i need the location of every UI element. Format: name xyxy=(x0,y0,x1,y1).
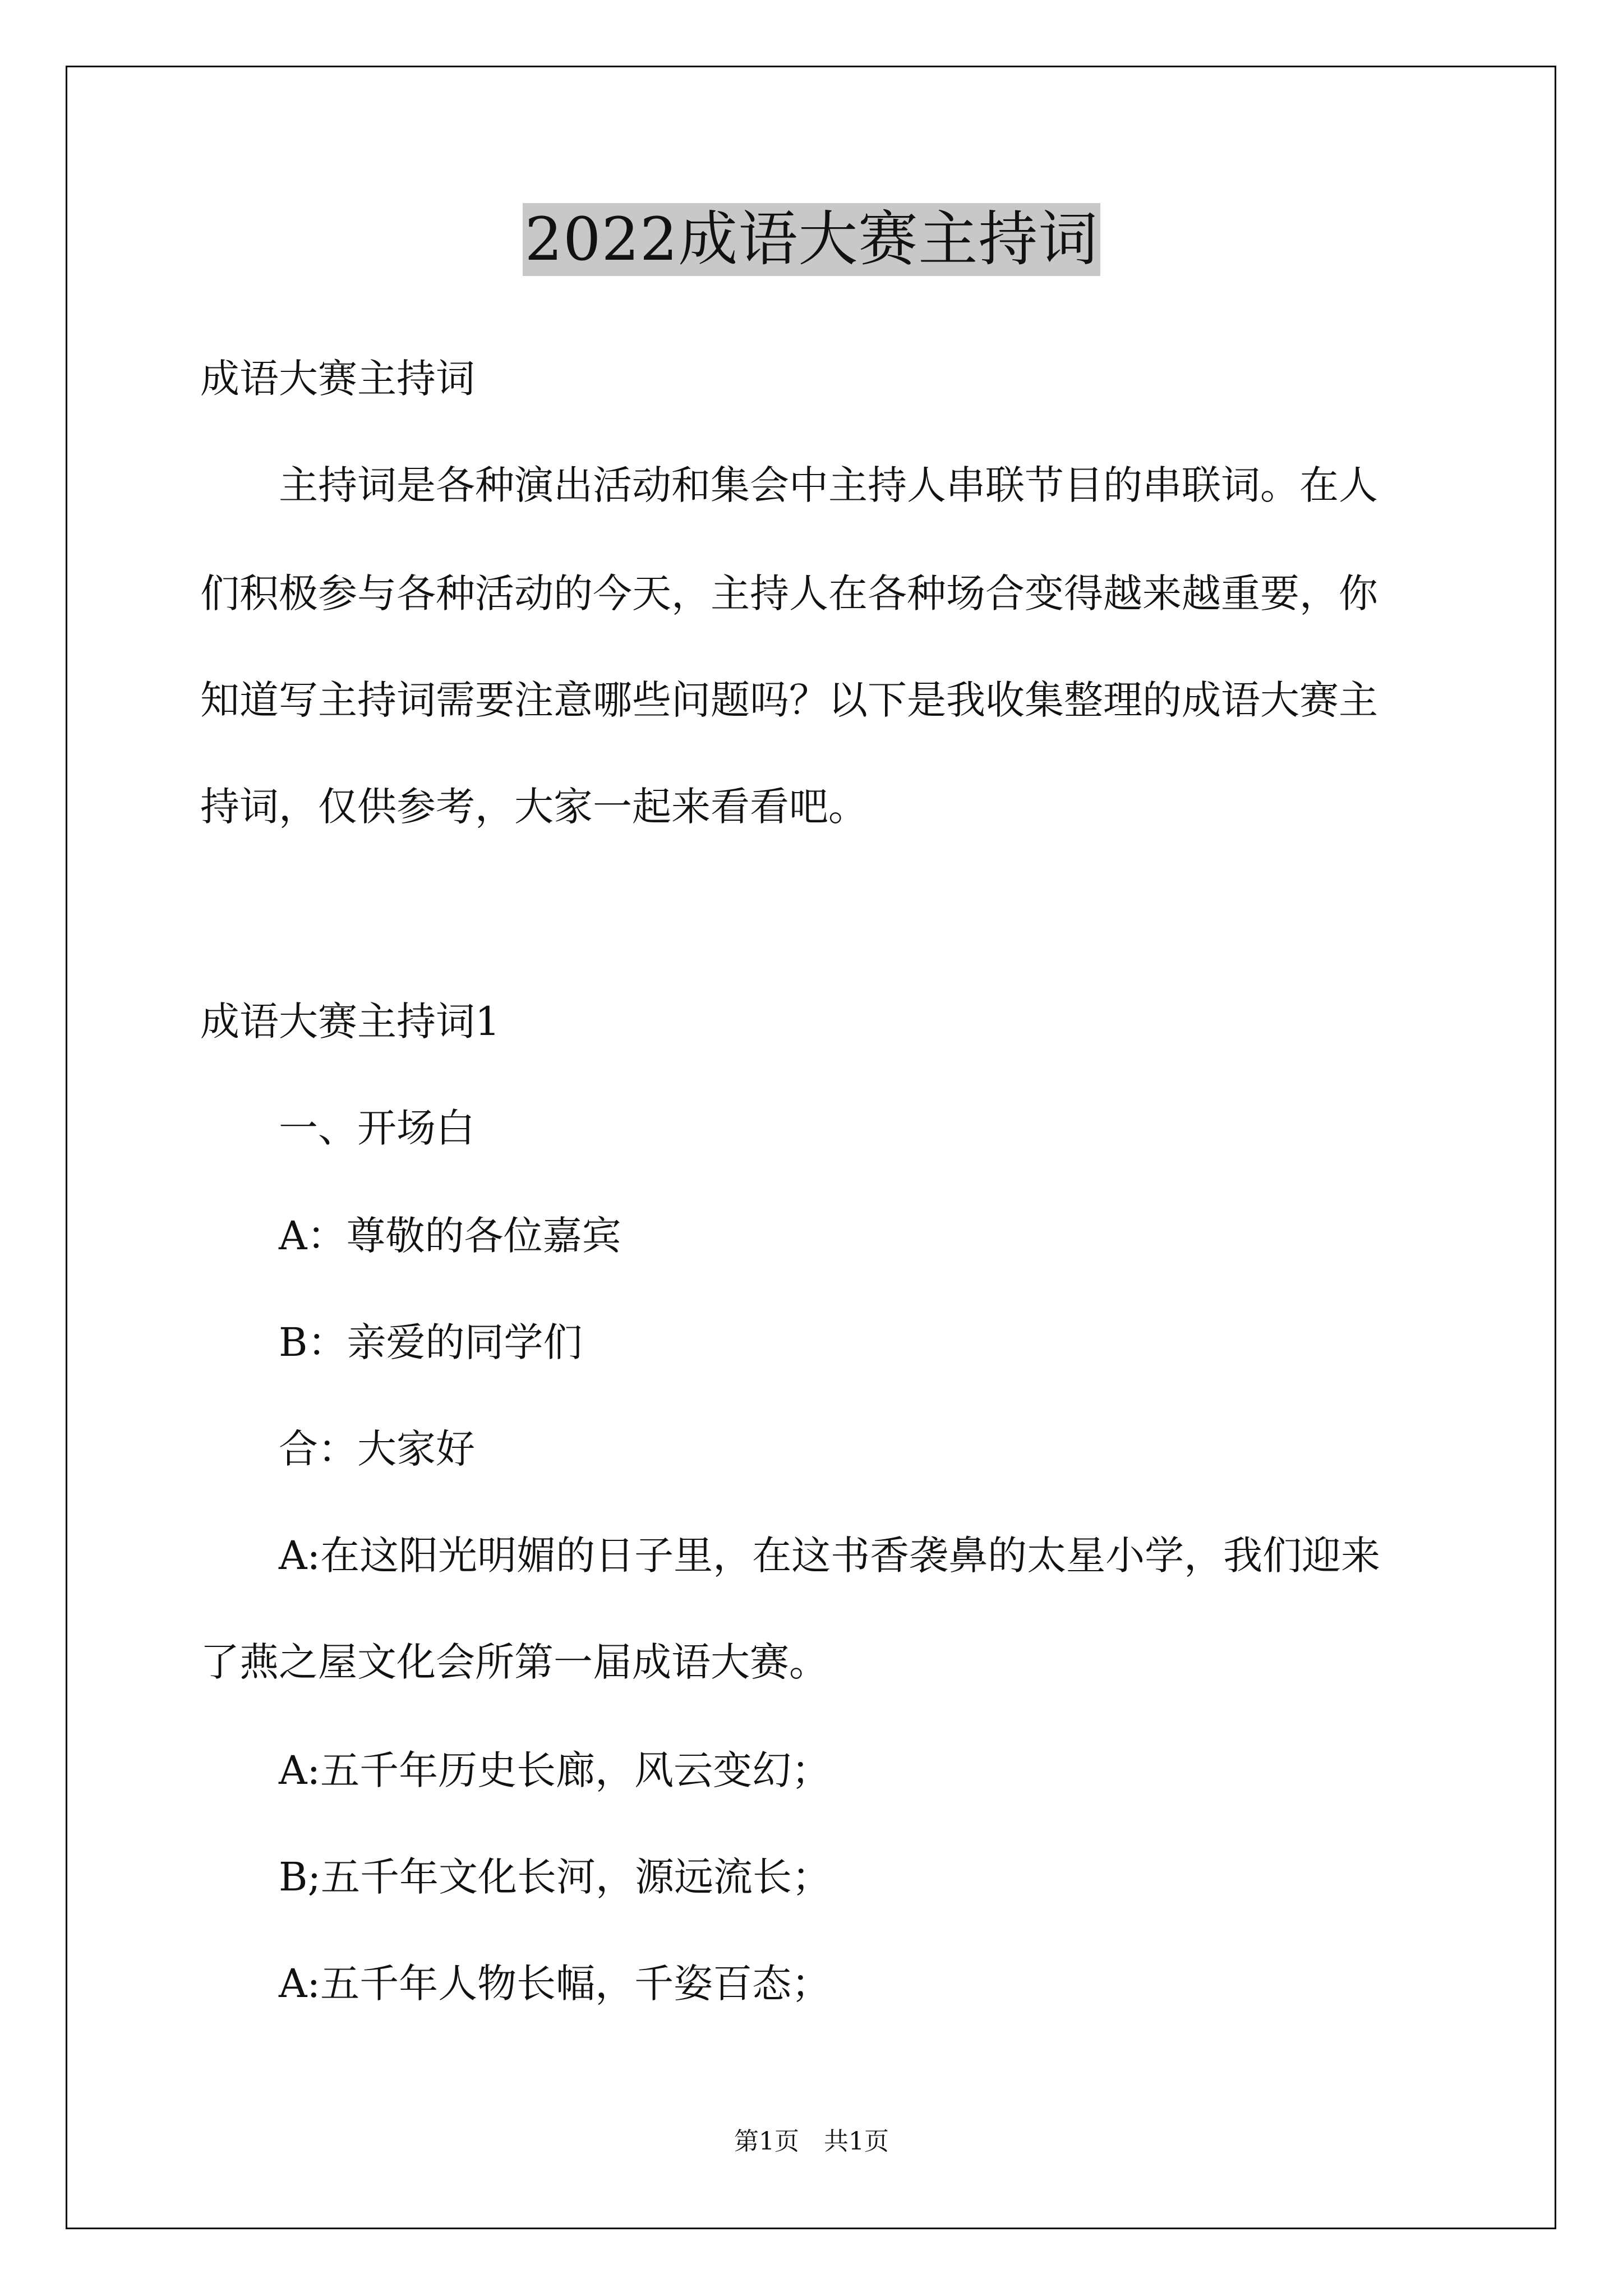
paragraph-line: 了燕之屋文化会所第一届成语大赛。 xyxy=(200,1639,828,1685)
paragraph-line: 知道写主持词需要注意哪些问题吗？以下是我收集整理的成语大赛主 xyxy=(200,677,1378,723)
paragraph-line: 们积极参与各种活动的今天，主持人在各种场合变得越来越重要，你 xyxy=(200,570,1378,616)
section-heading: 成语大赛主持词1 xyxy=(200,999,500,1045)
paragraph-line: 持词，仅供参考，大家一起来看看吧。 xyxy=(200,784,868,830)
paragraph-line: A：尊敬的各位嘉宾 xyxy=(279,1213,621,1259)
paragraph-line: B：亲爱的同学们 xyxy=(279,1319,583,1365)
page-number: 第1页 xyxy=(734,2127,799,2156)
paragraph-line: 合：大家好 xyxy=(279,1426,475,1472)
page-total: 共1页 xyxy=(824,2127,889,2156)
document-title: 2022成语大赛主持词 xyxy=(523,203,1101,276)
section-heading: 成语大赛主持词 xyxy=(200,356,475,402)
paragraph-line: A:在这阳光明媚的日子里，在这书香袭鼻的太星小学，我们迎来 xyxy=(279,1533,1381,1579)
title-block xyxy=(0,203,1623,276)
paragraph-line: A:五千年历史长廊，风云变幻； xyxy=(279,1747,831,1793)
page-footer xyxy=(0,2126,1623,2157)
paragraph-line: A:五千年人物长幅，千姿百态； xyxy=(279,1961,831,2007)
paragraph-line: 主持词是各种演出活动和集会中主持人串联节目的串联词。在人 xyxy=(279,462,1378,508)
paragraph-line: B;五千年文化长河，源远流长； xyxy=(279,1854,832,1900)
paragraph-line: 一、开场白 xyxy=(279,1105,475,1151)
